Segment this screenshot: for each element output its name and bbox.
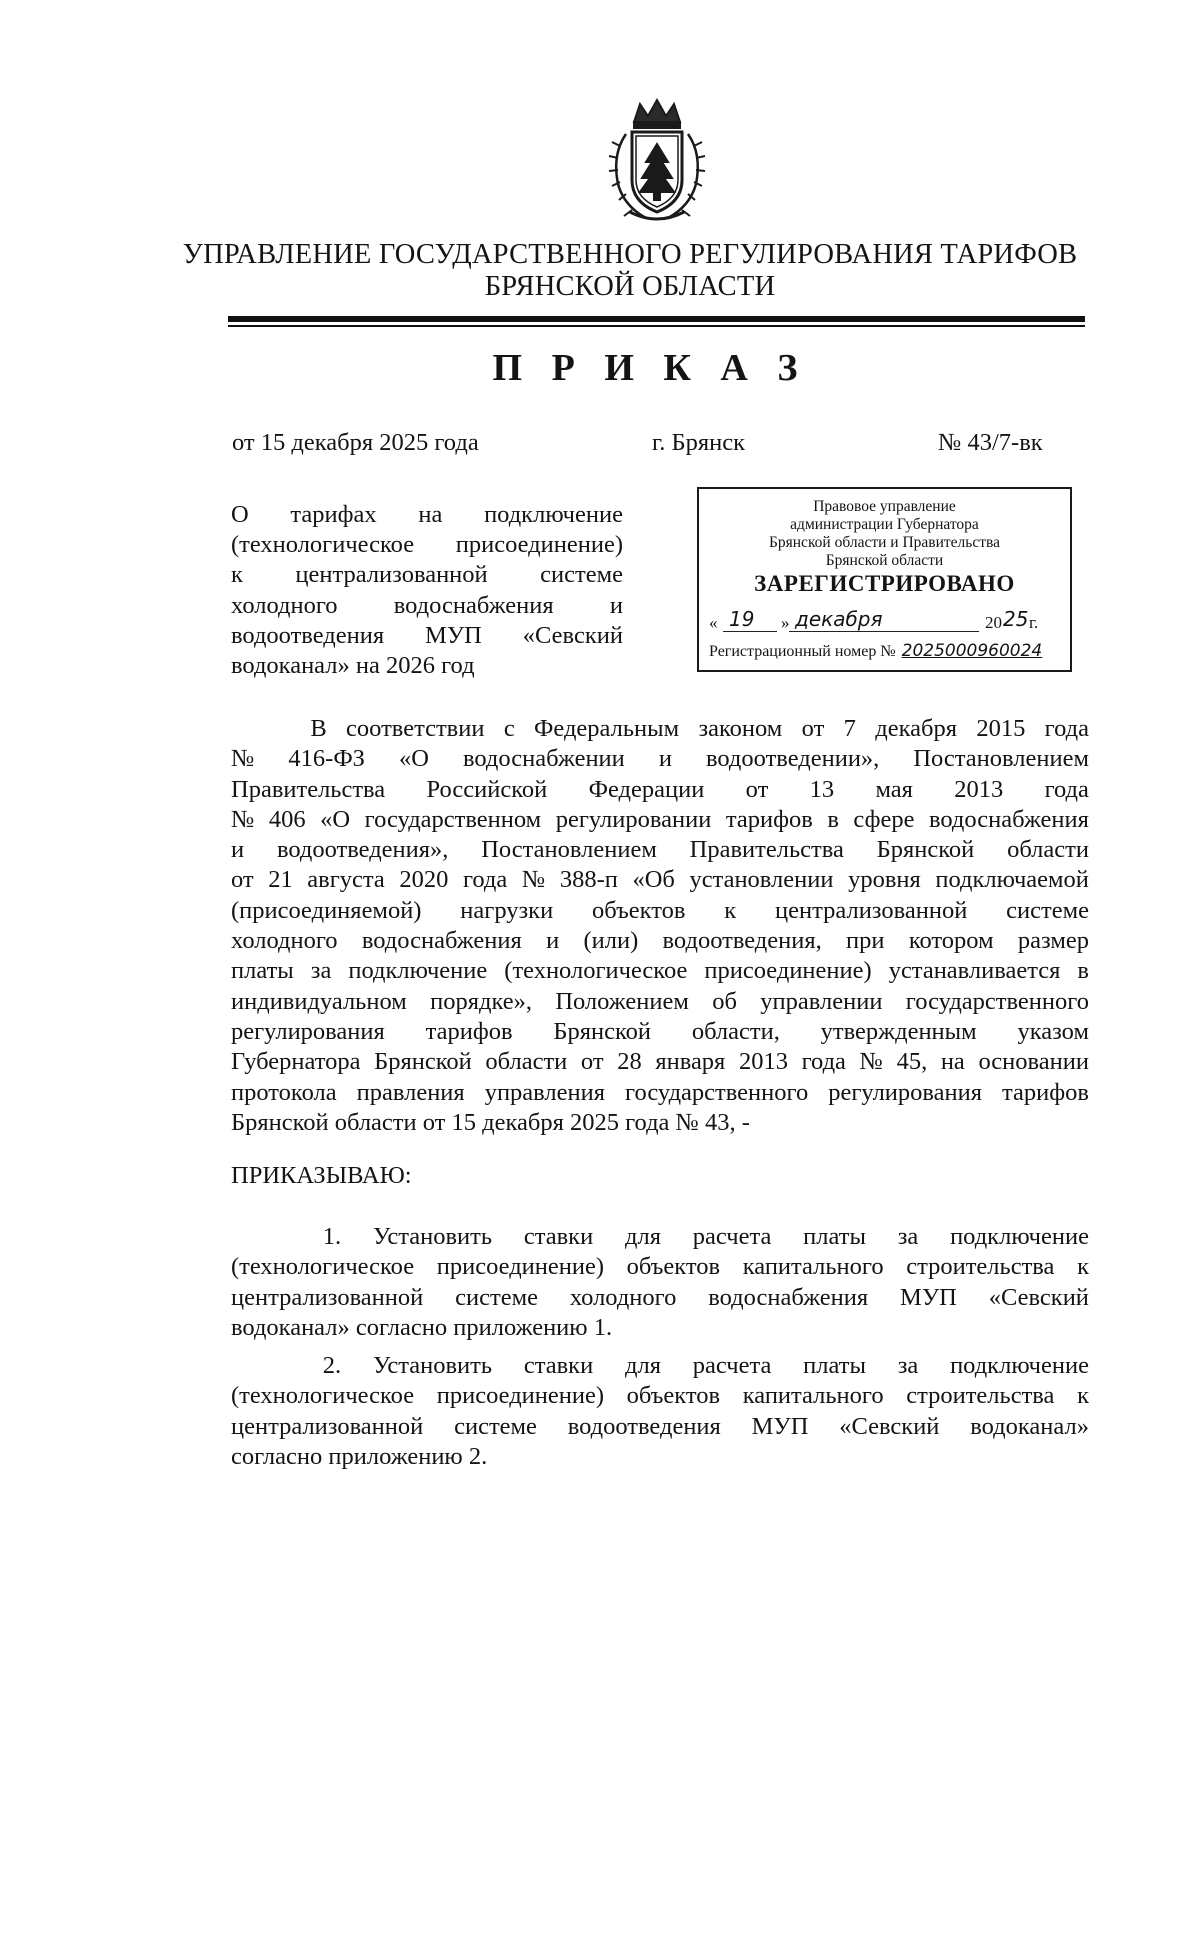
text-line <box>231 621 623 651</box>
word: централизованной <box>231 1412 424 1440</box>
word: водоотведения», <box>276 836 449 864</box>
word: об <box>712 987 737 1015</box>
word: платы <box>231 957 294 985</box>
stamp-reg-label: Регистрационный номер № <box>709 643 896 660</box>
word: 13 <box>809 775 835 803</box>
word: холодного <box>569 1283 677 1311</box>
word: ставки <box>523 1352 594 1380</box>
stamp-registered: ЗАРЕГИСТРИРОВАНО <box>754 571 1015 596</box>
word: водоканал» согласно приложению 1. <box>231 1313 613 1341</box>
word: к <box>231 561 243 589</box>
indent <box>231 714 291 744</box>
document-date: от 15 декабря 2025 года <box>232 429 479 456</box>
word: МУП <box>425 621 482 649</box>
word: Федеральным <box>534 715 680 742</box>
word: 416-ФЗ <box>288 745 365 773</box>
header-divider-thick <box>228 316 1085 322</box>
word: МУП <box>900 1283 957 1311</box>
word: государственном <box>364 805 542 833</box>
word: строительства <box>906 1253 1055 1281</box>
word: за <box>897 1352 919 1380</box>
word: централизованной <box>295 561 488 589</box>
word: объектов <box>626 1382 721 1410</box>
word: Постановлением <box>481 836 657 864</box>
document-city: г. Брянск <box>652 429 746 456</box>
text-line <box>231 1283 1089 1313</box>
stamp-month-underline <box>789 631 979 632</box>
word: 1. <box>322 1223 342 1250</box>
word: расчета <box>692 1352 772 1380</box>
text-line <box>231 530 623 560</box>
word: от <box>580 1048 604 1076</box>
word: Установить <box>372 1352 493 1380</box>
stamp-date-row <box>709 609 1064 637</box>
word: присоединение) <box>436 1382 605 1410</box>
word: Губернатора <box>231 1048 361 1076</box>
word: области <box>1007 836 1089 864</box>
indent <box>231 1351 291 1381</box>
text-line <box>231 591 623 621</box>
word: № <box>521 866 546 894</box>
word: ставки <box>523 1223 594 1250</box>
word: водоснабжении <box>462 745 625 773</box>
word: года <box>801 1048 846 1076</box>
word: котором <box>908 927 994 955</box>
word: января <box>655 1048 726 1076</box>
stamp-year-prefix: 20 <box>985 613 1002 632</box>
word: протокола <box>231 1078 337 1106</box>
word: В <box>310 715 327 742</box>
word: Правительства <box>231 775 386 803</box>
word: водоснабжения <box>361 927 522 955</box>
word: к <box>1077 1382 1089 1410</box>
word: 21 <box>268 866 293 894</box>
word: для <box>625 1352 661 1380</box>
word: Постановлением <box>913 745 1089 773</box>
text-line <box>231 744 1089 774</box>
stamp-year-suffix: 25 <box>1003 607 1029 631</box>
word: за <box>310 957 332 985</box>
word: централизованной <box>231 1283 424 1311</box>
word: и <box>546 927 560 955</box>
word: и <box>231 836 245 864</box>
word: 7 <box>843 715 856 742</box>
word: к <box>724 896 737 924</box>
word: подключение <box>950 1352 1089 1380</box>
word: тарифах <box>290 501 377 528</box>
order-item-1 <box>231 1222 1089 1343</box>
word: «Севский <box>839 1412 940 1440</box>
text-line <box>231 1047 1089 1077</box>
word: системе <box>540 561 623 589</box>
text-line <box>231 896 1089 926</box>
word: Установить <box>372 1223 493 1250</box>
word: подключение <box>348 957 488 985</box>
text-line <box>231 1351 1089 1381</box>
word: Брянской <box>876 836 975 864</box>
word: года <box>1044 775 1089 803</box>
word: «Севский <box>988 1283 1089 1311</box>
word: с <box>503 715 515 742</box>
word: утвержденным <box>820 1017 977 1045</box>
text-line <box>231 775 1089 805</box>
document-title: П Р И К А З <box>492 347 808 389</box>
word: сфере <box>853 805 915 833</box>
word: № <box>231 805 255 833</box>
word: объектов <box>592 896 686 924</box>
word: управлении <box>760 987 883 1015</box>
registration-stamp <box>697 487 1072 672</box>
text-line <box>231 865 1089 895</box>
word: года <box>1044 715 1089 742</box>
word: (технологическое <box>231 1253 415 1281</box>
order-item-2 <box>231 1351 1089 1472</box>
word: 2. <box>322 1352 342 1380</box>
word: капитального <box>742 1382 884 1410</box>
word: водоканал» на 2026 год <box>231 652 475 680</box>
stamp-day: 19 <box>729 607 755 631</box>
word: от <box>801 715 825 742</box>
text-line <box>231 1252 1089 1282</box>
word: года <box>462 866 508 894</box>
stamp-quote-close: » <box>781 613 790 632</box>
stamp-line: Брянской области <box>825 552 944 569</box>
word: системе <box>1006 896 1089 924</box>
word: области, <box>691 1017 780 1045</box>
stamp-line: администрации Губернатора <box>790 516 979 533</box>
text-line <box>231 1381 1089 1411</box>
word: водоотведении», <box>705 745 880 773</box>
text-line <box>231 1412 1089 1442</box>
word: основании <box>978 1048 1089 1076</box>
word: 388-п <box>559 866 618 894</box>
word: Правительства <box>689 836 844 864</box>
word: нагрузки <box>460 896 554 924</box>
word: тарифов <box>425 1017 513 1045</box>
word: «О <box>320 805 351 833</box>
word: 45, <box>896 1048 928 1076</box>
text-line <box>231 835 1089 865</box>
word: в <box>827 805 839 833</box>
word: расчета <box>692 1223 772 1250</box>
stamp-line: Правовое управление <box>813 498 956 515</box>
word: присоединение) <box>704 957 872 985</box>
word: Брянской <box>374 1048 472 1076</box>
word: регулирования <box>828 1078 983 1106</box>
word: при <box>846 927 885 955</box>
word: уровня <box>848 866 921 894</box>
word: и <box>609 591 623 619</box>
word: подключаемой <box>935 866 1089 894</box>
word: декабря <box>875 715 957 742</box>
word: (или) <box>583 927 639 955</box>
organization-name-line1: УПРАВЛЕНИЕ ГОСУДАРСТВЕННОГО РЕГУЛИРОВАНИЯ ТАРИФОВ <box>182 239 1078 270</box>
word: платы <box>803 1223 866 1250</box>
text-line <box>231 956 1089 986</box>
word: № <box>859 1048 883 1076</box>
word: «О <box>399 745 429 773</box>
word: тарифов <box>725 805 813 833</box>
word: 2015 <box>976 715 1026 742</box>
header-divider-thin <box>228 325 1085 327</box>
text-line <box>231 1222 1089 1252</box>
word: МУП <box>751 1412 809 1440</box>
document-subject <box>231 500 623 681</box>
stamp-year-end: г. <box>1029 613 1039 632</box>
text-line <box>231 560 623 590</box>
document-number: № 43/7-вк <box>938 429 1043 456</box>
word: водоснабжения <box>708 1283 869 1311</box>
order-word: ПРИКАЗЫВАЮ: <box>231 1162 412 1189</box>
preamble-paragraph <box>231 714 1089 1138</box>
word: (технологическое <box>231 531 415 559</box>
word: Федерации <box>588 775 705 803</box>
word: на <box>940 1048 965 1076</box>
stamp-quote-open: « <box>709 613 718 632</box>
word: объектов <box>626 1253 721 1281</box>
stamp-reg-number: 2025000960024 <box>901 641 1043 661</box>
word: управления <box>484 1078 606 1106</box>
word: области <box>485 1048 568 1076</box>
word: централизованной <box>775 896 968 924</box>
stamp-reg-number-row <box>709 641 1069 661</box>
word: для <box>625 1223 661 1250</box>
word: системе <box>454 1412 537 1440</box>
word: водоканал» <box>970 1412 1089 1440</box>
word: водоснабжения <box>928 805 1089 833</box>
word: законом <box>698 715 783 742</box>
word: тарифов <box>1002 1078 1089 1106</box>
word: Российской <box>426 775 548 803</box>
indent <box>231 1222 291 1252</box>
word: размер <box>1017 927 1089 955</box>
text-line <box>231 651 623 681</box>
word: (технологическое <box>231 1382 415 1410</box>
word: государственного <box>625 1078 809 1106</box>
word: холодного <box>231 591 338 619</box>
text-line <box>231 1313 1089 1343</box>
word: к <box>1077 1253 1089 1281</box>
word: государственного <box>905 987 1089 1015</box>
word: августа <box>307 866 385 894</box>
word: 2013 <box>738 1048 788 1076</box>
word: «Об <box>632 866 675 894</box>
word: согласно приложению 2. <box>231 1443 488 1471</box>
word: устанавливается <box>888 957 1061 985</box>
word: О <box>231 501 249 528</box>
word: от <box>231 866 254 894</box>
stamp-day-underline <box>723 631 777 632</box>
word: присоединение) <box>455 531 623 559</box>
word: водоотведения <box>567 1412 721 1440</box>
word: соответствии <box>346 715 485 742</box>
word: холодного <box>231 927 338 955</box>
word: индивидуальном <box>231 987 407 1015</box>
text-line <box>231 1442 1089 1472</box>
word: 28 <box>617 1048 642 1076</box>
text-line <box>231 1108 1089 1138</box>
order-items <box>231 1222 1089 1472</box>
word: (технологическое <box>504 957 688 985</box>
word: водоотведения <box>231 621 385 649</box>
text-line <box>231 926 1089 956</box>
word: и <box>658 745 672 773</box>
word: 2013 <box>954 775 1004 803</box>
word: мая <box>875 775 913 803</box>
word: № <box>231 745 255 773</box>
word: системе <box>455 1283 538 1311</box>
organization-name-line2: БРЯНСКОЙ ОБЛАСТИ <box>484 271 776 302</box>
word: подключение <box>950 1223 1089 1250</box>
word: Положением <box>555 987 689 1015</box>
word: правления <box>356 1078 465 1106</box>
stamp-line: Брянской области и Правительства <box>768 534 1001 551</box>
word: «Севский <box>522 621 623 649</box>
word: за <box>897 1223 919 1250</box>
word: регулирования <box>231 1017 385 1045</box>
word: водоснабжения <box>393 591 554 619</box>
word: платы <box>803 1352 866 1380</box>
word: порядке», <box>430 987 532 1015</box>
word: установлении <box>689 866 834 894</box>
text-line <box>231 1017 1089 1047</box>
word: подключение <box>484 501 623 528</box>
text-line <box>231 987 1089 1017</box>
item-gap <box>231 1343 1089 1351</box>
word: строительства <box>906 1382 1055 1410</box>
word: капитального <box>742 1253 884 1281</box>
word: от <box>745 775 769 803</box>
word: указом <box>1017 1017 1089 1045</box>
word: на <box>418 501 443 528</box>
word: регулировании <box>555 805 712 833</box>
word: 406 <box>268 805 306 833</box>
word: присоединение) <box>436 1253 605 1281</box>
word: водоотведения, <box>662 927 822 955</box>
text-line <box>231 1078 1089 1108</box>
word: Брянской <box>553 1017 651 1045</box>
stamp-month: декабря <box>795 607 883 631</box>
coat-of-arms-emblem <box>596 94 718 232</box>
word: Брянской области от 15 декабря 2025 года № 43, - <box>231 1108 750 1136</box>
text-line <box>231 500 623 530</box>
word: (присоединяемой) <box>231 896 422 924</box>
word: 2020 <box>399 866 449 894</box>
word: в <box>1077 957 1089 985</box>
text-line <box>231 805 1089 835</box>
text-line <box>231 714 1089 744</box>
